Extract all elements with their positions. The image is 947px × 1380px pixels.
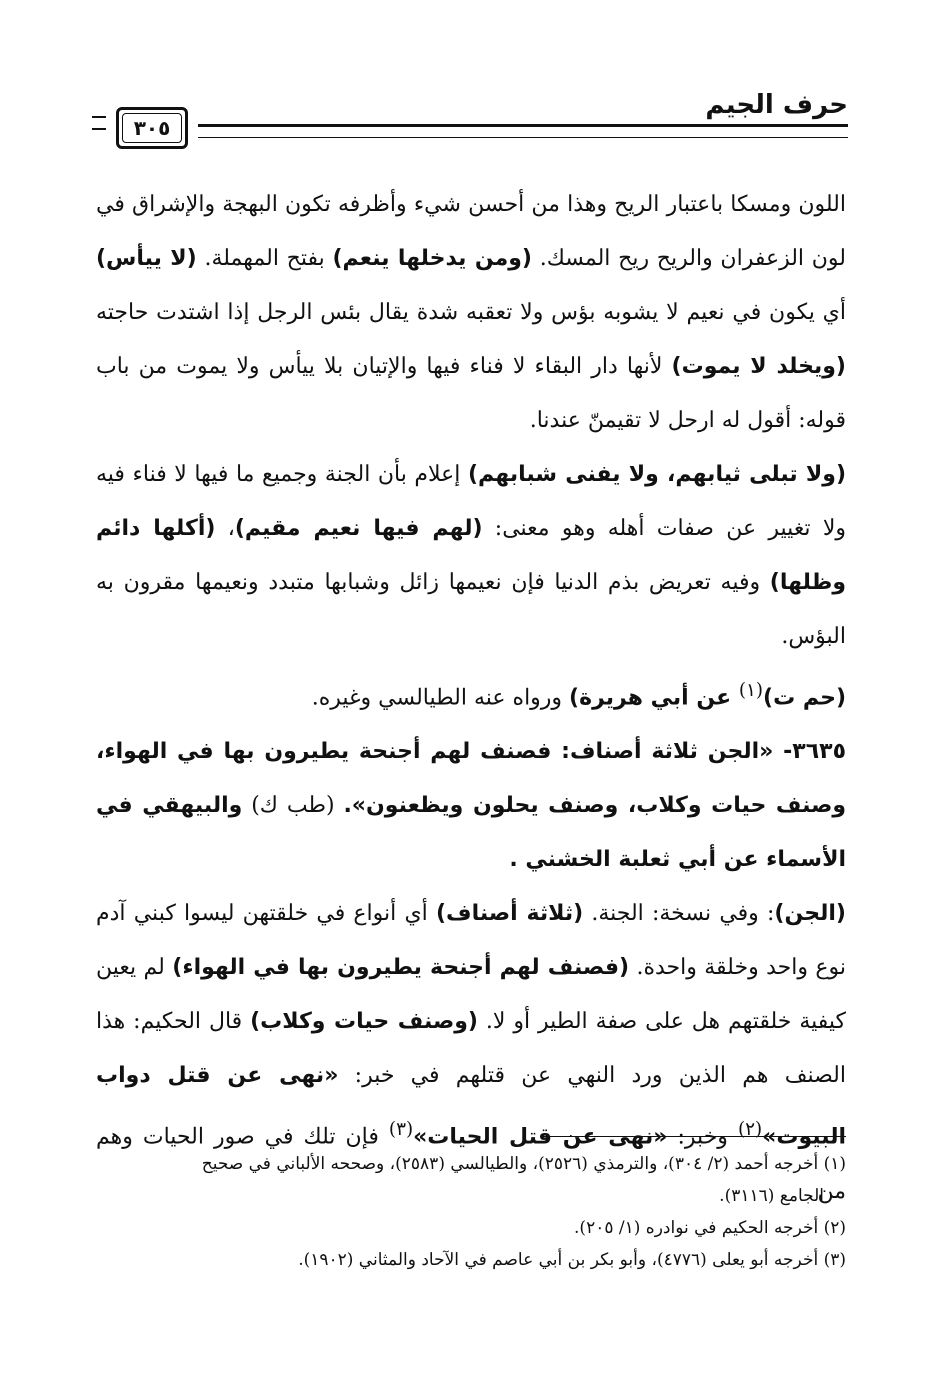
chapter-title: حرف الجيم [705,90,848,120]
quoted-phrase: (وصنف حيات وكلاب) [250,1009,478,1035]
text-run: ، [215,516,235,541]
quoted-phrase: (لهم فيها نعيم مقيم) [234,516,483,541]
quoted-phrase: (ويخلد لا يموت) [671,354,846,379]
narrator: عن أبي هريرة) [569,685,739,711]
footnotes [96,1148,846,1276]
footnote-1: (١) أخرجه أحمد (٢/ ٣٠٤)، والترمذي (٢٥٢٦)، والطيالسي (٢٥٨٣)، وصححه الألباني في صحيح [201,1154,846,1174]
footnote-3: (٣) أخرجه أبو يعلى (٤٧٧٦)، وأبو بكر بن أبي عاصم في الآحاد والمثاني (١٩٠٢). [298,1250,846,1270]
footnote-ref: (٢) [737,1119,763,1141]
quoted-phrase: (فصنف لهم أجنحة يطيرون بها في الهواء) [172,955,630,981]
paragraph-3 [96,664,846,725]
page-number: ٣٠٥ [122,113,182,143]
quoted-hadith: «نهى عن قتل دواب البيوت» [96,1063,846,1150]
paragraph-2 [96,448,846,664]
text-run: ورواه عنه الطيالسي وغيره. [311,685,570,711]
text-run: اللون ومسكا باعتبار الريح وهذا من أحسن شيء وأظرفه تكون البهجة والإشراق في لون الزعفران والريح ريح المسك. [96,192,846,271]
hadith-entry [96,725,846,887]
quoted-phrase: (ولا تبلى ثيابهم، ولا يفنى شبابهم) [468,462,847,487]
header-rule-end [92,116,106,130]
text-run: لأنها دار البقاء لا فناء فيها والإتيان بلا ييأس ولا يموت من باب قوله: أقول له ارحل لا تقيمنّ عندنا. [96,354,846,433]
text-run: : وفي نسخة: الجنة. [583,901,775,927]
text-run: إعلام بأن الجنة وجميع ما فيها لا فناء فيه ولا تغيير عن صفات أهله وهو معنى: [96,462,846,541]
quoted-phrase: (ومن يدخلها ينعم) [332,246,532,271]
text-run: أي أنواع في خلقتهن ليسوا كبني آدم نوع واحد وخلقة واحدة. [96,901,846,981]
quoted-hadith: «نهى عن قتل الحيات» [413,1124,668,1150]
footnote-1-continued: الجامع (٣١١٦). [719,1186,824,1206]
page-number-frame [116,107,188,149]
paragraph-1 [96,178,846,448]
text-run: وخبر: [667,1124,738,1150]
footnote-ref: (١) [738,680,764,701]
quoted-phrase: (ثلاثة أصناف) [436,901,584,927]
source-code: (حم ت) [763,685,846,711]
page-header [88,82,848,152]
source-attribution: والبيهقي في الأسماء عن أبي ثعلبة الخشني . [96,793,846,873]
footnote-ref: (٣) [388,1119,414,1141]
text-run: فإن تلك في صور الحيات وهم من [96,1124,846,1204]
footnote-separator [540,1136,846,1137]
text-run: أي يكون في نعيم لا يشوبه بؤس ولا تعقبه شدة يقال بئس الرجل إذا اشتدت حاجته [96,300,846,325]
quoted-phrase: (لا ييأس) [96,246,197,271]
hadith-text: ٣٦٣٥- «الجن ثلاثة أصناف: فصنف لهم أجنحة يطيرون بها في الهواء، وصنف حيات وكلاب، وصنف يحلون ويظعنون». [96,739,846,819]
text-run: لم يعين كيفية خلقتهم هل على صفة الطير أو لا. [96,955,846,1035]
quoted-phrase: (الجن) [774,901,846,927]
quoted-phrase: (أكلها دائم وظلها) [96,516,846,595]
header-rule [198,124,848,138]
text-run: قال الحكيم: هذا الصنف هم الذين ورد النهي عن قتلهم في خبر: [96,1009,847,1089]
source-code: (طب ك) [242,793,344,819]
main-text [96,178,846,1219]
text-run: بفتح المهملة. [196,246,333,271]
footnote-2: (٢) أخرجه الحكيم في نوادره (١/ ٢٠٥). [574,1218,846,1238]
text-run: وفيه تعريض بذم الدنيا فإن نعيمها زائل وشبابها متبدد ونعيمها مقرون به البؤس. [96,570,846,649]
